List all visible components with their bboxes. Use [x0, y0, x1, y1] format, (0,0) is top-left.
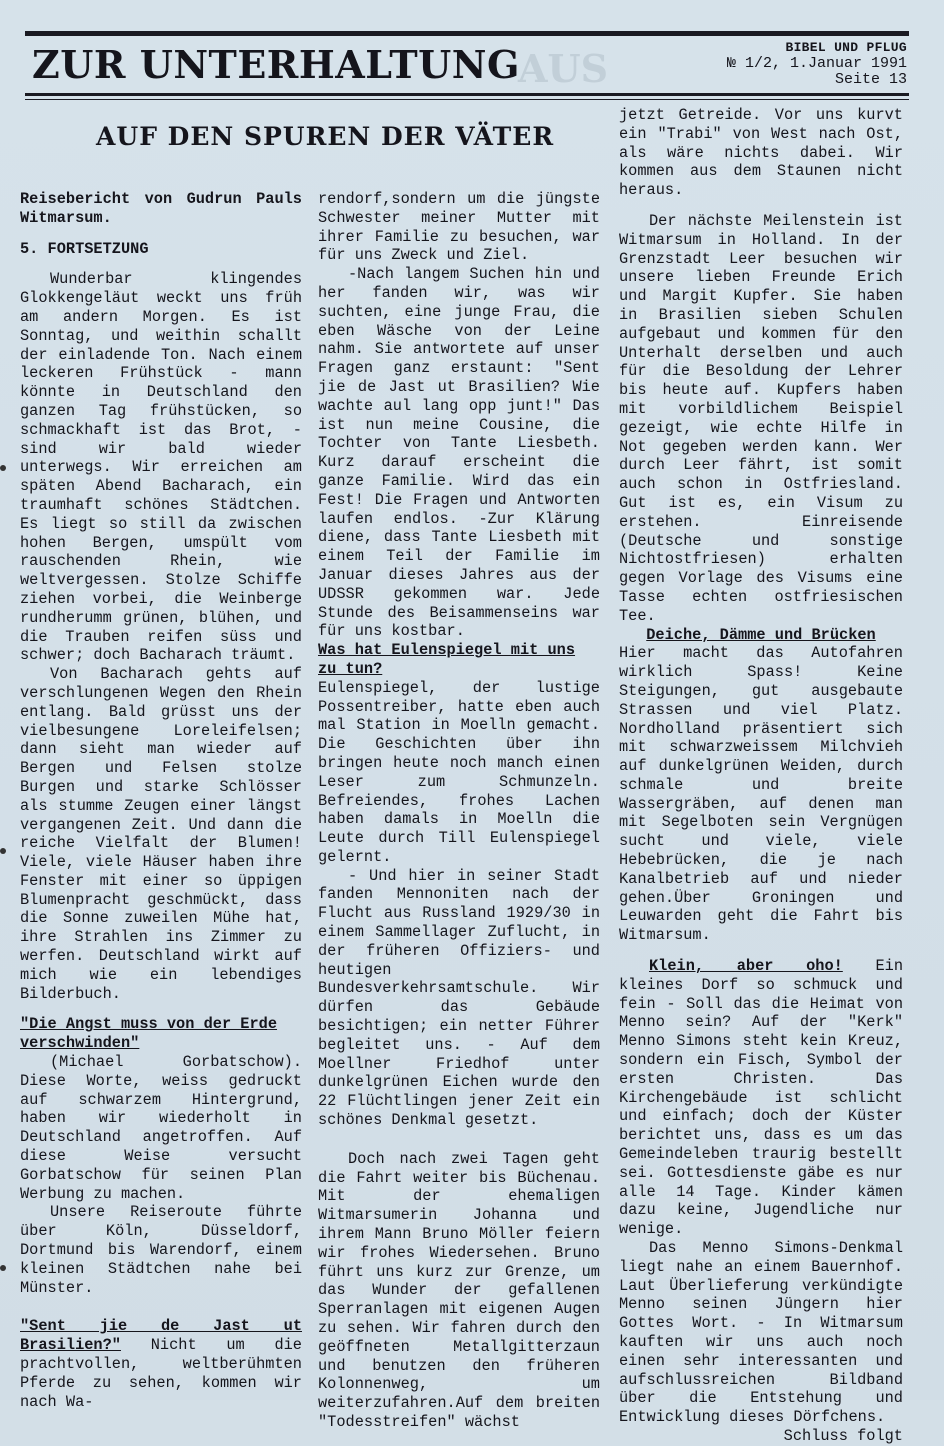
- subheading-text: Was hat Eulenspiegel mit uns zu tun?: [318, 641, 576, 678]
- bleedthrough-text: AUS: [518, 46, 609, 91]
- header-rule-top: [25, 31, 909, 36]
- paragraph: [20, 1317, 302, 1411]
- column-2: [318, 190, 600, 1432]
- paragraph: Von Bacharach gehts auf verschlungenen Wegen den Rhein entlang. Bald grüsst uns der vielbesungene Loreleifelsen; dann sieht man wieder auf Bergen und Felsen stolze Burgen und starke Schlösser als stumme Zeugen einer längst vergangenen Zeit. Und dann die reiche Vielfalt der Blumen! Viele, viele Häuser haben ihre Fenster mit einer so üppigen Blumenpracht geschmückt, dass die Sonne zuweilen Mühe hat, ihre Strahlen ins Zimmer zu werfen. Deutschland wirkt auf mich wie ein lebendiges Bilderbuch.: [20, 665, 302, 1003]
- paragraph-text: Ein kleines Dorf so schmuck und fein - Soll das die Heimat von Menno sein? Auf der "Kerk" Menno Simons steht kein Kreuz, sondern ein Fisch, Symbol der ersten Christen. Das Kirchengebäude ist schlicht und einfach; doch der Küster berichtet uns, dass es um das Gemeindeleben traurig bestellt sei. Gottesdienste gäbe es nur alle 14 Tage. Kinder kämen dazu keine, Jugendliche nur wenige.: [619, 957, 903, 1239]
- paragraph: Doch nach zwei Tagen geht die Fahrt weiter bis Büchenau. Mit der ehemaligen Witmarsumerin Johanna und ihrem Mann Bruno Möller feiern wir frohes Wiedersehen. Bruno führt uns kurz zur Grenze, um das Wunder der gefallenen Sperranlagen mit eigenen Augen zu sehen. Wir fahren durch den geöffneten Metallgitterzaun und benutzen den früheren Kolonnenweg, um weiterzufahren.Auf dem breiten "Todesstreifen" wächst: [318, 1149, 600, 1431]
- continuation-note: Schluss folgt: [783, 1426, 903, 1445]
- subheading-text: "Die Angst muss von der Erde verschwinden": [20, 1015, 278, 1053]
- subheading: [318, 641, 600, 679]
- article-title: AUF DEN SPUREN DER VÄTER: [96, 122, 555, 151]
- subheading-text: "Sent jie de Jast ut Brasilien?": [20, 1317, 302, 1355]
- page-number: Seite 13: [834, 71, 907, 88]
- paragraph: Eulenspiegel, der lustige Possentreiber, hatte eben auch mal Station in Moelln gemacht. Die Geschichten über ihn bringen heute noch manch einen Leser zum Schmunzeln. Befreiendes, frohes Lachen haben damals in Moelln die Leute durch Till Eulenspiegel gelernt.: [318, 678, 600, 866]
- issue-date: № 1/2, 1.Januar 1991: [726, 55, 907, 72]
- section-title: ZUR UNTERHALTUNG: [32, 42, 520, 87]
- subheading: [20, 1015, 302, 1053]
- column-3: [619, 106, 903, 1446]
- paragraph: [619, 957, 903, 1239]
- paragraph: Hier macht das Autofahren wirklich Spass! Keine Steigungen, gut ausgebaute Strassen und viel Platz. Nordholland präsentiert sich mit schwarzweissem Milchvieh auf dunkelgrünen Weiden, durch schmale und breite Wassergräben, auf denen man mit Segelboten sein Vergnügen sucht und viele, viele Hebebrücken, die je nach Kanalbetrieb auf und nieder gehen.Über Groningen und Leuwarden geht die Fahrt bis Witmarsum.: [619, 644, 903, 945]
- paragraph: Wunderbar klingendes Glokkengeläut weckt uns früh am andern Morgen. Es ist Sonntag, und weithin schallt der einladende Ton. Nach einem leckeren Frühstück - mann könnte in Deutschland den ganzen Tag frühstücken, so schmackhaft ist das Brot, - sind wir bald wieder unterwegs. Wir erreichen am späten Abend Bacharach, ein traumhaft schönes Städtchen. Es liegt so still da zwischen hohen Bergen, umspült vom rauschenden Rhein, wie weltvergessen. Stolze Schiffe ziehen vorbei, die Weinberge rundherumm grünen, blühen, und die Trauben reifen süss und schwer; doch Bacharach träumt.: [20, 270, 302, 665]
- paragraph: -Nach langem Suchen hin und her fanden wir, was wir suchten, eine junge Frau, die eben Wäsche von der Leine nahm. Sie antwortete auf unser Fragen ganz erstaunt: "Sent jie de Jast ut Brasilien? Wie wachte aul lang opp junt!" Das ist nun meine Cousine, die Tochter von Tante Liesbeth. Kurz darauf erscheint die ganze Familie. Wird das ein Fest! Die Fragen und Antworten laufen endlos. -Zur Klärung diene, dass Tante Liesbeth mit einem Teil der Familie im Januar dieses Jahres aus der UDSSR gekommen war. Jede Stunde des Beisammenseins war für uns kostbar.: [318, 265, 600, 641]
- paragraph: (Michael Gorbatschow). Diese Worte, weiss gedruckt auf schwarzem Hintergrund, haben wir wiederholt in Deutschland angetroffen. Auf diese Weise versucht Gorbatschow für seinen Plan Werbung zu machen.: [20, 1053, 302, 1203]
- paragraph: - Und hier in seiner Stadt fanden Mennoniten nach der Flucht aus Russland 1929/30 in einem Sammellager Zuflucht, in der früheren Offiziers- und heutigen Bundesverkehrsamtschule. Wir dürfen das Gebäude besichtigen; ein netter Führer begleitet uns. - Auf dem Moellner Friedhof unter dunkelgrünen Eichen wurde den 22 Flüchtlingen jener Zeit ein schönes Denkmal gesetzt.: [318, 866, 600, 1130]
- header-rule-thin: [25, 99, 909, 100]
- paragraph: Das Menno Simons-Denkmal liegt nahe an einem Bauernhof. Laut Überlieferung verkündigte Menno seinen Jüngern hier Gottes Wort. - In Witmarsum kauften wir uns auch noch einen sehr interessanten und aufschlussreichen Bildband über die Entstehung und Entwicklung dieses Dörfchens.: [619, 1239, 903, 1427]
- paragraph: jetzt Getreide. Vor uns kurvt ein "Trabi" von West nach Ost, als wäre nichts dabei. Wir kommen aus dem Staunen nicht heraus.: [619, 106, 903, 200]
- paragraph: Unsere Reiseroute führte über Köln, Düsseldorf, Dortmund bis Warendorf, einem kleinen Städtchen nahe bei Münster.: [20, 1203, 302, 1297]
- punch-hole-mark: [0, 848, 6, 854]
- subheading-text: Klein, aber oho!: [649, 957, 843, 976]
- punch-hole-mark: [0, 1265, 6, 1271]
- publication-name: BIBEL UND PFLUG: [785, 40, 907, 55]
- column-1: [20, 190, 302, 1411]
- punch-hole-mark: [0, 465, 6, 471]
- paragraph: rendorf,sondern um die jüngste Schwester meiner Mutter mit ihrer Familie zu besuchen, war für uns Zweck und Ziel.: [318, 190, 600, 265]
- subheading-text: Deiche, Dämme und Brücken: [646, 625, 876, 644]
- paragraph: Der nächste Meilenstein ist Witmarsum in Holland. In der Grenzstadt Leer besuchen wir unsere lieben Freunde Erich und Margit Kupfer. Sie haben in Brasilien sieben Schulen aufgebaut und kommen für den Unterhalt derselben und auch für die Besoldung der Lehrer bis heute auf. Kupfers haben mit vorbildlichem Beispiel gezeigt, wie echte Hilfe in Not gegeben werden kann. Wer durch Leer fährt, ist somit auch schon in Ostfriesland. Gut ist es, ein Visum zu erstehen. Einreisende (Deutsche und sonstige Nichtostfriesen) erhalten gegen Vorlage des Visums eine Tasse echten ostfriesischen Tee.: [619, 211, 903, 625]
- header-rule-bottom: [25, 93, 909, 96]
- installment-label: 5. FORTSETZUNG: [20, 239, 149, 258]
- subheading: [619, 626, 903, 645]
- byline: Reisebericht von Gudrun Pauls Witmarsum.: [20, 190, 302, 227]
- paragraph-text: Nicht um die prachtvollen, weltberühmten Pferde zu sehen, kommen wir nach Wa-: [20, 1336, 302, 1411]
- masthead: [727, 40, 907, 88]
